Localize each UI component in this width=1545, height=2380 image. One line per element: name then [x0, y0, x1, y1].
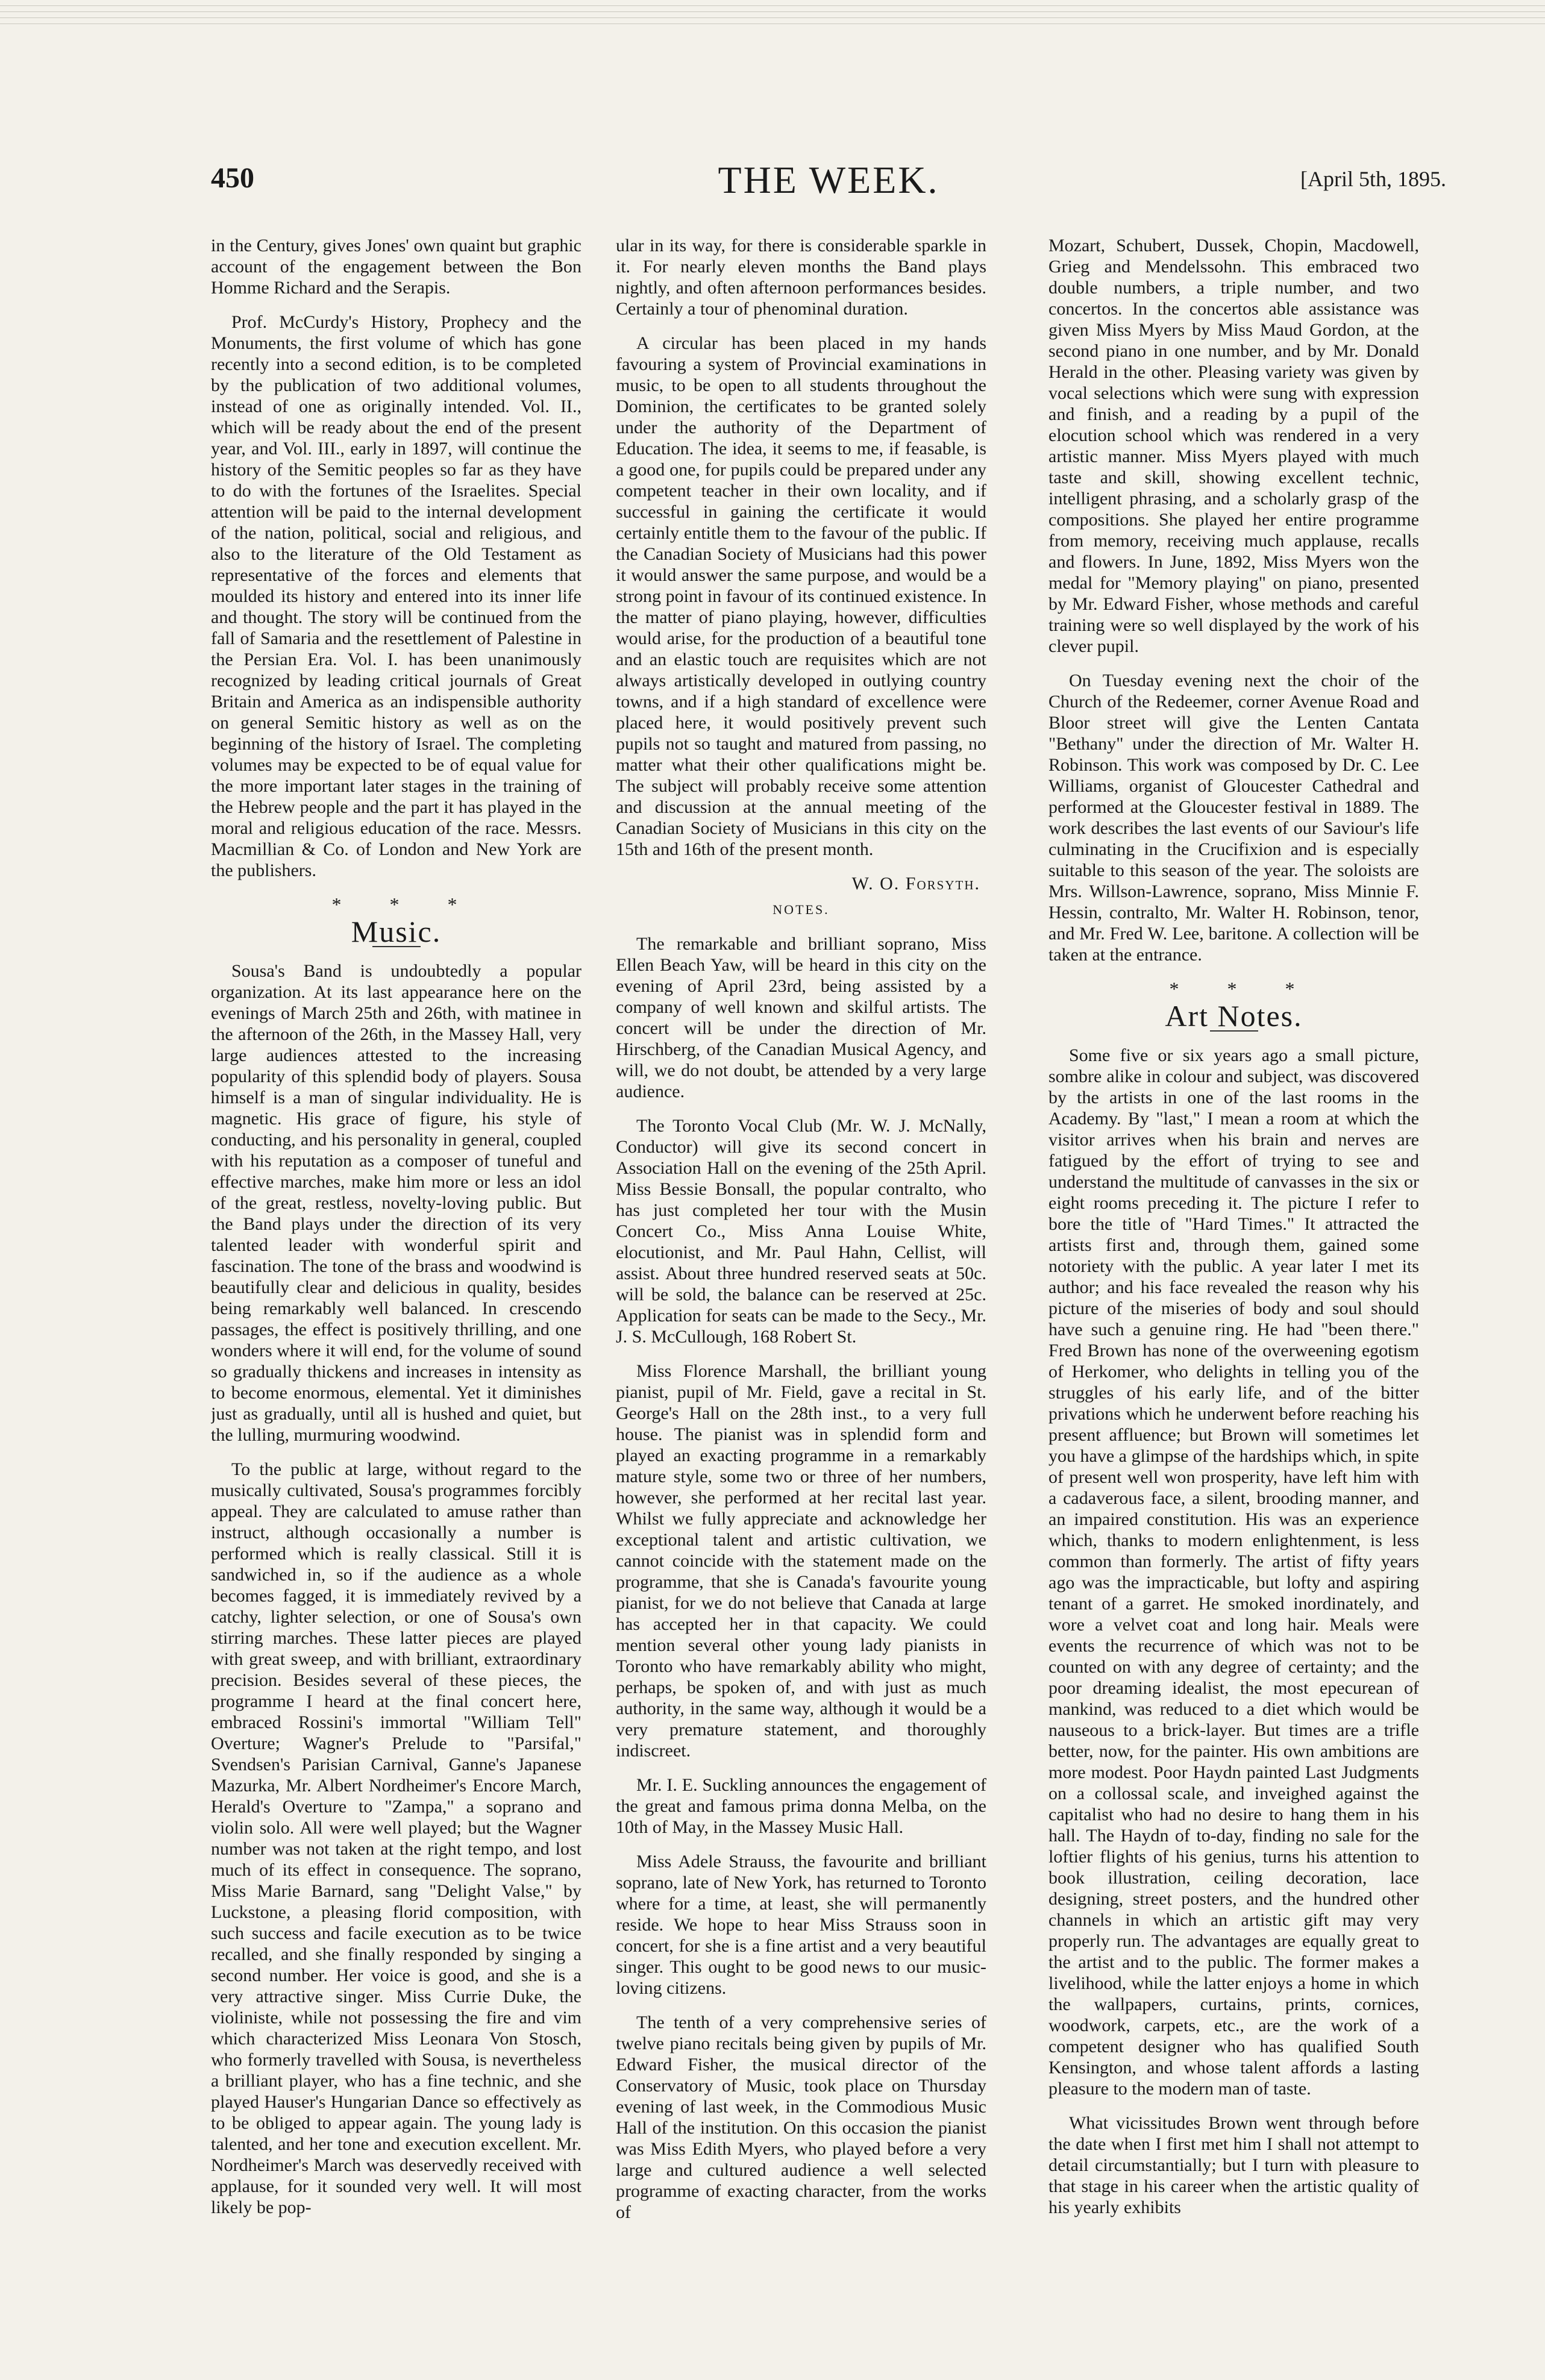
paragraph: A circular has been placed in my hands favouring a system of Provincial examinations in music, to be open to all students throughout the Dominion, the certificates to be granted solely under the authority of the Department of Education. The idea, it seems to me, if feasable, is a good one, for pupils could be prepared under any competent teacher in their own locality, and if successful in gaining the certificate it would certainly entitle them to the favour of the public. If the Canadian Society of Musicians had this power it would answer the same purpose, and would be a strong point in favour of its continued existence. In the matter of piano playing, however, difficulties would arise, for the production of a beautiful tone and an elastic touch are requisites which are not always artistically developed in outlying country towns, and if a high standard of excellence were placed here, it would positively prevent such pupils not so taught and matured from passing, no matter what their other qualifications might be. The subject will probably receive some attention and discussion at the annual meeting of the Canadian Society of Musicians in this city on the 15th and 16th of the present month.	[616, 333, 986, 859]
section-divider-stars: * * *	[1169, 978, 1317, 1000]
paragraph: The tenth of a very comprehensive series of twelve piano recitals being given by pupils of Mr. Edward Fisher, the musical director of the Conservatory of Music, took place on Thursday evening of last week, in the Commodious Music Hall of the institution. On this occasion the pianist was Miss Edith Myers, who played before a very large and cultured audience a well selected programme of exacting character, from the works of	[616, 2012, 986, 2222]
author-signature: W. O. Forsyth.	[851, 874, 980, 894]
paragraph: The remarkable and brilliant soprano, Miss Ellen Beach Yaw, will be heard in this city on the evening of April 23rd, being assisted by a company of well known and skilful artists. The concert will be under the direction of Mr. Hirschberg, of the Canadian Musical Agency, and will, we do not doubt, be attended by a very large audience.	[616, 934, 986, 1101]
issue-date: [April 5th, 1895.	[1300, 167, 1446, 191]
paragraph: Mr. I. E. Suckling announces the engagement of the great and famous prima donna Melba, on the 10th of May, in the Massey Music Hall.	[616, 1775, 986, 1837]
paragraph: What vicissitudes Brown went through before the date when I first met him I shall not attempt to detail circumstantially; but I turn with pleasure to that stage in his career when the artistic quality of his yearly exhibits	[1048, 2113, 1419, 2217]
section-heading-art-notes: Art Notes.	[1165, 999, 1303, 1033]
paragraph: in the Century, gives Jones' own quaint but graphic account of the engagement between the Bon Homme Richard and the Serapis.	[211, 236, 581, 298]
section-divider-stars: * * *	[331, 894, 479, 915]
paragraph: ular in its way, for there is considerable sparkle in it. For nearly eleven months the Band plays nightly, and often afternoon performances besides. Certainly a tour of phenominal duration.	[616, 236, 986, 319]
page-edge-lines	[0, 0, 1545, 24]
page-header	[211, 158, 1446, 210]
journal-title: THE WEEK.	[718, 158, 939, 201]
section-heading-music: Music.	[351, 915, 442, 948]
paragraph: Mozart, Schubert, Dussek, Chopin, Macdowell, Grieg and Mendelssohn. This embraced two double numbers, a triple number, and two concertos. In the concertos able assistance was given Miss Myers by Miss Maud Gordon, at the second piano in one number, and by Mr. Donald Herald in the other. Pleasing variety was given by vocal selections which were sung with expression and finish, and a reading by a pupil of the elocution school which was rendered in a very artistic manner. Miss Myers played with much taste and skill, showing excellent technic, intelligent phrasing, and a scholarly grasp of the compositions. She played her entire programme from memory, receiving much applause, recalls and flowers. In June, 1892, Miss Myers won the medal for "Memory playing" on piano, presented by Mr. Edward Fisher, whose methods and careful training were so well displayed by the work of his clever pupil.	[1048, 236, 1419, 656]
page-number: 450	[211, 162, 254, 194]
paragraph: On Tuesday evening next the choir of the Church of the Redeemer, corner Avenue Road and Bloor street will give the Lenten Cantata "Bethany" under the direction of Mr. Walter H. Robinson. This work was composed by Dr. C. Lee Williams, organist of Gloucester Cathedral and performed at the Gloucester festival in 1889. The work describes the last events of our Saviour's life culminating in the Crucifixion and is especially suitable to this season of the year. The soloists are Mrs. Willson-Lawrence, soprano, Miss Minnie F. Hessin, contralto, Mr. Walter H. Robinson, tenor, and Mr. Fred W. Lee, baritone. A collection will be taken at the entrance.	[1048, 671, 1419, 965]
paragraph: Miss Florence Marshall, the brilliant young pianist, pupil of Mr. Field, gave a recital in St. George's Hall on the 28th inst., to a very full house. The pianist was in splendid form and played an exacting programme in a remarkably mature style, some two or three of her numbers, however, she performed at her recital last year. Whilst we fully appreciate and acknowledge her exceptional talent and artistic cultivation, we cannot coincide with the statement made on the programme, that she is Canada's favourite young pianist, for we do not believe that Canada at large has accepted her in that capacity. We could mention several other young lady pianists in Toronto who have remarkably ability who might, perhaps, be spoken of, and with just as much authority, in the same way, although it would be a very premature statement, and thoroughly indiscreet.	[616, 1361, 986, 1761]
paragraph: Miss Adele Strauss, the favourite and brilliant soprano, late of New York, has returned to Toronto where for a time, at least, she will permanently reside. We hope to hear Miss Strauss soon in concert, for she is a fine artist and a very beautiful singer. This ought to be good news to our music-loving citizens.	[616, 1852, 986, 1998]
paragraph: Some five or six years ago a small picture, sombre alike in colour and subject, was discovered by the artists in one of the last rooms in the Academy. By "last," I mean a room at which the visitor arrives when his brain and nerves are fatigued by the effort of trying to see and understand the multitude of canvasses in the six or eight rooms preceding it. The picture I refer to bore the title of "Hard Times." It attracted the artists first and, through them, gained some notoriety with the public. A year later I met its author; and his face revealed the reason why his picture of the miseries of body and soul should have such a genuine ring. He had "been there." Fred Brown has none of the overweening egotism of Herkomer, who delights in telling you of the struggles of his early life, and of the bitter privations which he underwent before reaching his present affluence; but Brown will sometimes let you have a glimpse of the hardships which, in spite of present well won prosperity, have left him with a cadaverous face, a silent, brooding manner, and an impaired constitution. His was an experience which, thanks to modern enlightenment, is less common than formerly. The artist of fifty years ago was the impracticable, but lofty and aspiring tenant of a garret. He smoked inordinately, and wore a velvet coat and long hair. Meals were events the recurrence of which was not to be counted on with any degree of certainty; and the poor dreaming idealist, the most epecurean of mankind, was reduced to a diet which would be nauseous to a brick-layer. But times are a trifle better, now, for the painter. His own ambitions are more modest. Poor Haydn painted Last Judgments on a collossal scale, and inveighed against the capitalist who had no desire to hang them in his hall. The Haydn of to-day, finding no sale for the loftier flights of his genius, turns his attention to book illustration, ceiling decoration, lace designing, street posters, and the hundred other channels in which an artistic gift may very properly run. The advantages are equally great to the artist and to the public. The former makes a livelihood, while the latter enjoys a home in which the wallpapers, curtains, prints, cornices, woodwork, carpets, etc., are the work of a competent designer who has qualified South Kensington, and whose talent affords a lasting pleasure to the modern man of taste.	[1048, 1045, 1419, 2099]
paragraph: The Toronto Vocal Club (Mr. W. J. McNally, Conductor) will give its second concert in Association Hall on the evening of the 25th April. Miss Bessie Bonsall, the popular contralto, who has just completed her tour with the Musin Concert Co., Miss Anna Louise White, elocutionist, and Mr. Paul Hahn, Cellist, will assist. About three hundred reserved seats at 50c. will be sold, the balance can be reserved at 25c. Application for seats can be made to the Secy., Mr. J. S. McCullough, 168 Robert St.	[616, 1116, 986, 1347]
paragraph: Sousa's Band is undoubtedly a popular organization. At its last appearance here on the evenings of March 25th and 26th, with matinee in the afternoon of the 26th, in the Massey Hall, very large audiences attested to the increasing popularity of this splendid body of players. Sousa himself is a man of singular individuality. He is magnetic. His grace of figure, his style of conducting, and his personality in general, coupled with his reputation as a composer of tuneful and effective marches, make him more or less an idol of the great, restless, novelty-loving public. But the Band plays under the direction of its very talented leader with wonderful spirit and fascination. The tone of the brass and woodwind is beautifully clear and delicious in quality, besides being remarkably well balanced. In crescendo passages, the effect is positively thrilling, and one wonders where it will end, for the volume of sound so gradually thickens and increases in intensity as to become enormous, elemental. Yet it diminishes just as gradually, until all is hushed and quiet, but the lulling, murmuring woodwind.	[211, 961, 581, 1445]
paragraph: To the public at large, without regard to the musically cultivated, Sousa's programmes forcibly appeal. They are calculated to amuse rather than instruct, although occasionally a number is performed which is really classical. Still it is sandwiched in, so if the audience as a whole becomes fagged, it is immediately revived by a catchy, lighter selection, or one of Sousa's own stirring marches. These latter pieces are played with great sweep, and with brilliant, extraordinary precision. Besides several of these pieces, the programme I heard at the final concert here, embraced Rossini's immortal "William Tell" Overture; Wagner's Prelude to "Parsifal," Svendsen's Parisian Carnival, Ganne's Japanese Mazurka, Mr. Albert Nordheimer's Encore March, Herald's Overture to "Zampa," a soprano and violin solo. All were well played; but the Wagner number was not taken at the right tempo, and lost much of its effect in consequence. The soprano, Miss Marie Barnard, sang "Delight Valse," by Luckstone, a pleasing florid composition, with such success and facile execution as to be twice recalled, and she finally responded by singing a second number. Her voice is good, and she is a very attractive singer. Miss Currie Duke, the violiniste, while not possessing the fire and vim which characterized Miss Leonara Von Stosch, who formerly travelled with Sousa, is nevertheless a brilliant player, who has a fine technic, and she played Hauser's Hungarian Dance so effectively as to be obliged to appear again. The young lady is talented, and her tone and execution excellent. Mr. Nordheimer's March was deservedly received with applause, for it sounded very well. It will most likely be pop-	[211, 1459, 581, 2217]
column-right	[1048, 235, 1419, 2356]
column-middle	[616, 235, 986, 2356]
paragraph: Prof. McCurdy's History, Prophecy and the Monuments, the first volume of which has gone recently into a second edition, is to be completed by the publication of two additional volumes, instead of one as originally intended. Vol. II., which will be ready about the end of the present year, and Vol. III., early in 1897, will continue the history of the Semitic peoples so far as they have to do with the fortunes of the Israelites. Special attention will be paid to the internal development of the nation, political, social and religious, and also to the literature of the Old Testament as representative of the forces and elements that moulded its history and entered into its inner life and thought. The story will be continued from the fall of Samaria and the resettlement of Palestine in the Persian Era. Vol. I. has been unanimously recognized by leading critical journals of Great Britain and America as an indispensible authority on general Semitic history as well as on the beginning of the history of Israel. The completing volumes may be expected to be of equal value for the more important later stages in the training of the Hebrew people and the part it has played in the moral and religious education of the race. Messrs. Macmillian & Co. of London and New York are the publishers.	[211, 312, 581, 880]
notes-heading: NOTES.	[773, 902, 830, 917]
column-left	[211, 235, 581, 2356]
